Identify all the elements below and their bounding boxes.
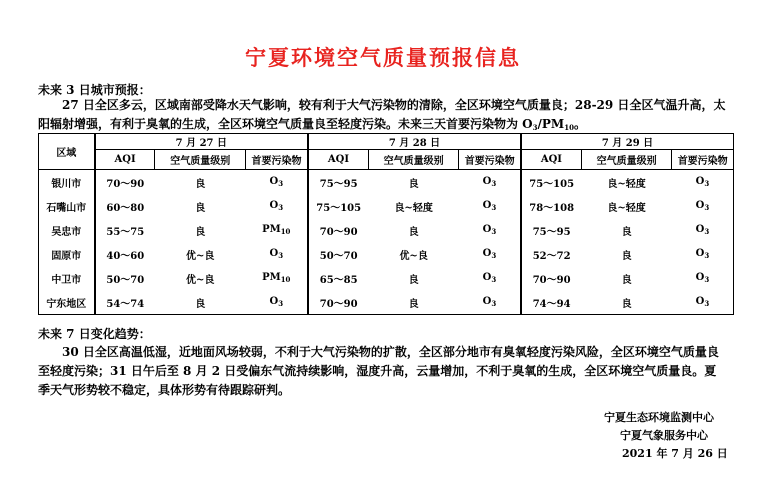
area-header: 区域 [39,134,95,170]
pollutant-cell: $O_3$ [482,224,497,236]
aqi-header: AQI [308,150,368,170]
aqi-cell: 50～70 [95,266,155,290]
pollutant-cell: $O_3$ [695,248,710,260]
trend-text: 30 日全区高温低湿，近地面风场较弱，不利于大气污染物的扩散，全区部分地市有臭氧轻度污染风险，全区环境空气质量良至轻度污染；31 日午后至 8 月 2 日受偏东气流持续影响，湿度升高，云量增加，不利于臭氧的生成，全区环境空气质量良。夏季天气形势较不稳定，具体形势有待跟踪研判。 [38,345,719,397]
level-cell: 优~良 [186,274,215,286]
aqi-cell: 70～90 [308,290,368,315]
aqi-cell: 75～105 [521,170,581,195]
level-cell: 良 [408,274,419,286]
pollutant-header: 首要污染物 [672,150,734,170]
level-cell: 良 [621,250,632,262]
area-cell: 固原市 [51,250,82,262]
pollutant-cell: $O_3$ [695,296,710,308]
table-subheader-row [39,150,734,170]
aqi-header: AQI [95,150,155,170]
pollutant-cell: $O_3$ [482,296,497,308]
trend-heading: 未来 7 日变化趋势： [38,327,151,341]
table-row [39,170,734,195]
signature-org1: 宁夏生态环境监测中心 [604,411,714,424]
date-header-3: 7 月 29 日 [521,134,734,150]
level-cell: 良 [195,298,206,310]
level-cell: 良 [408,178,419,190]
level-cell: 优~良 [399,250,428,262]
level-cell: 优~良 [186,250,215,262]
level-cell: 良 [195,202,206,214]
level-cell: 良 [621,226,632,238]
level-cell: 良 [408,226,419,238]
aqi-cell: 55～75 [95,218,155,242]
level-cell: 良 [195,226,206,238]
city-forecast-text: 27 日全区多云，区域南部受降水天气影响，较有利于大气污染物的清除，全区环境空气质量良；28-29 日全区气温升高，太阳辐射增强，有利于臭氧的生成，全区环境空气质量良至轻度污染。未来三天首要污染物为 $O_3/PM_{10}$。 [38,98,726,132]
aqi-cell: 50～70 [308,242,368,266]
area-cell: 银川市 [51,178,82,190]
aqi-cell: 74～94 [521,290,581,315]
table-date-row [39,134,734,150]
aqi-cell: 65～85 [308,266,368,290]
aqi-cell: 75～105 [308,194,368,218]
level-cell: 良 [621,298,632,310]
aqi-cell: 70～90 [95,170,155,195]
pollutant-cell: $O_3$ [269,176,284,188]
area-cell: 中卫市 [51,274,82,286]
table-row [39,242,734,266]
area-cell: 宁东地区 [46,298,87,310]
table-row [39,218,734,242]
page-title: 宁夏环境空气质量预报信息 [245,45,521,70]
aqi-cell: 75～95 [521,218,581,242]
table-row [39,194,734,218]
pollutant-cell: $PM_{10}$ [262,272,291,284]
signature-org2: 宁夏气象服务中心 [620,429,708,442]
area-cell: 吴忠市 [51,226,82,238]
pollutant-cell: $O_3$ [695,176,710,188]
aqi-cell: 54～74 [95,290,155,315]
level-cell: 良 [408,298,419,310]
pollutant-header: 首要污染物 [246,150,308,170]
level-cell: 良~轻度 [607,202,646,214]
level-cell: 良~轻度 [394,202,433,214]
city-forecast-heading: 未来 3 日城市预报： [38,83,151,97]
area-cell: 石嘴山市 [46,202,87,214]
aqi-cell: 40～60 [95,242,155,266]
table-row [39,290,734,315]
level-header: 空气质量级别 [155,150,246,170]
level-header: 空气质量级别 [368,150,459,170]
pollutant-header: 首要污染物 [459,150,521,170]
pollutant-cell: $O_3$ [269,248,284,260]
level-cell: 良 [195,178,206,190]
level-cell: 良~轻度 [607,178,646,190]
level-header: 空气质量级别 [581,150,672,170]
pollutant-cell: $O_3$ [269,200,284,212]
pollutant-cell: $O_3$ [482,248,497,260]
pollutant-cell: $O_3$ [695,200,710,212]
aqi-cell: 70～90 [308,218,368,242]
pollutant-cell: $O_3$ [695,272,710,284]
pollutant-cell: $O_3$ [482,272,497,284]
pollutant-cell: $O_3$ [482,176,497,188]
signature-date: 2021 年 7 月 26 日 [622,447,728,460]
aqi-cell: 60～80 [95,194,155,218]
aqi-cell: 70～90 [521,266,581,290]
date-header-2: 7 月 28 日 [308,134,521,150]
table-row [39,266,734,290]
aqi-cell: 52～72 [521,242,581,266]
aqi-cell: 78～108 [521,194,581,218]
pollutant-cell: $PM_{10}$ [262,224,291,236]
level-cell: 良 [621,274,632,286]
pollutant-cell: $O_3$ [695,224,710,236]
aqi-cell: 75～95 [308,170,368,195]
forecast-table [38,133,734,315]
pollutant-cell: $O_3$ [269,296,284,308]
aqi-header: AQI [521,150,581,170]
pollutant-cell: $O_3$ [482,200,497,212]
date-header-1: 7 月 27 日 [95,134,308,150]
